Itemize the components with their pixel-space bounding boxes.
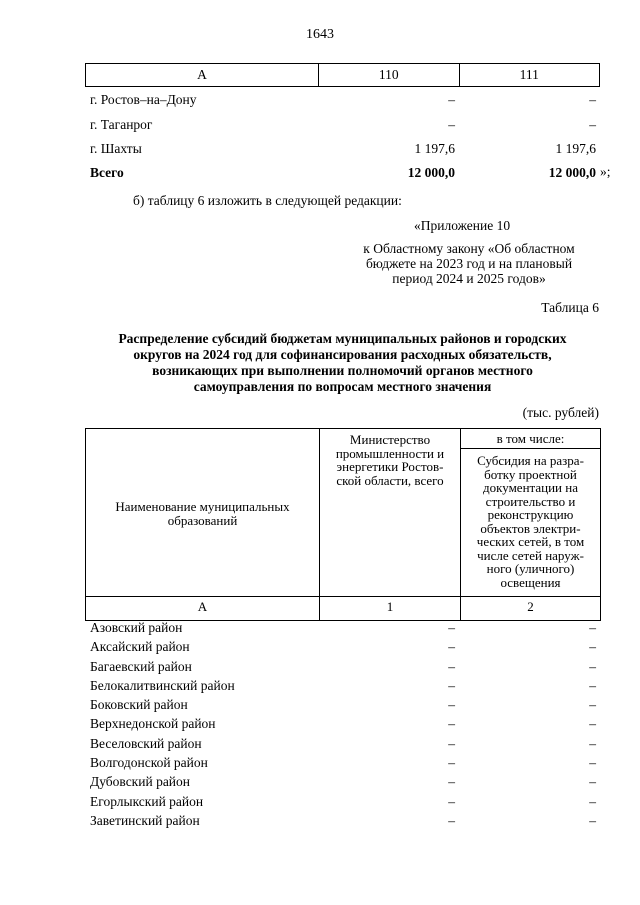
header-line: промышленности и	[335, 445, 445, 461]
row-value-110: –	[448, 117, 455, 132]
row-value-111: 1 197,6	[555, 141, 596, 156]
district-name: Азовский район	[90, 620, 183, 635]
main-table-header	[85, 428, 601, 621]
value-subsidy: –	[589, 658, 596, 674]
column-header-total	[320, 433, 460, 487]
table-row	[90, 813, 600, 832]
header-line: документации на	[483, 480, 578, 495]
index-cell-1: 1	[386, 599, 394, 614]
value-subsidy: –	[589, 774, 596, 790]
top-table-header	[85, 63, 600, 87]
top-header-col-110: 110	[319, 64, 459, 87]
value-total: –	[448, 639, 455, 655]
table-row	[90, 659, 600, 678]
district-name: Волгодонской район	[90, 755, 208, 771]
district-name: Веселовский район	[90, 735, 202, 751]
value-total: –	[448, 677, 455, 693]
row-value-110: –	[448, 92, 455, 107]
district-name: Боковский район	[90, 697, 188, 713]
value-subsidy: –	[589, 812, 596, 828]
page-number: 1643	[306, 27, 334, 42]
value-total: –	[448, 735, 455, 751]
table-heading	[85, 331, 600, 395]
row-value-111: –	[589, 117, 596, 132]
appendix-title: «Приложение 10	[414, 218, 511, 233]
value-subsidy: –	[589, 677, 596, 693]
value-total: –	[448, 620, 455, 635]
heading-line: Распределение субсидий бюджетам муниципальных районов и городских	[118, 331, 567, 346]
total-value-111: 12 000,0	[548, 165, 596, 180]
total-value-110: 12 000,0	[407, 165, 455, 180]
district-name: Заветинский район	[90, 812, 200, 828]
amendment-paragraph: б) таблицу 6 изложить в следующей редакции:	[133, 193, 402, 208]
appendix-reference	[338, 241, 600, 286]
value-subsidy: –	[589, 716, 596, 732]
heading-line: округов на 2024 год для софинансирования расходных обязательств,	[133, 347, 552, 362]
header-line: ской области, всего	[336, 472, 444, 488]
heading-line: возникающих при выполнении полномочий органов местного	[152, 363, 533, 378]
district-name: Белокалитвинский район	[90, 677, 235, 693]
column-header-including: в том числе:	[496, 431, 565, 446]
total-label: Всего	[90, 165, 124, 180]
header-line: объектов электри-	[480, 520, 581, 536]
total-row	[90, 165, 600, 185]
row-value-110: 1 197,6	[414, 141, 455, 156]
table-row	[90, 794, 600, 813]
index-row-divider	[86, 596, 600, 597]
index-cell-2: 2	[527, 599, 534, 614]
header-line: освещения	[500, 574, 561, 590]
subheader-divider	[460, 448, 600, 449]
header-line: Наименование муниципальных	[115, 499, 290, 514]
top-header-col-111: 111	[459, 64, 600, 87]
value-total: –	[448, 774, 455, 790]
table-row	[90, 639, 600, 658]
value-total: –	[448, 793, 455, 809]
top-header-col-a: А	[86, 64, 319, 87]
value-subsidy: –	[589, 735, 596, 751]
value-subsidy: –	[589, 755, 596, 771]
header-line: энергетики Ростов-	[336, 459, 444, 474]
district-name: Аксайский район	[90, 639, 190, 655]
header-line: строительство и	[485, 493, 576, 509]
index-cell-a: А	[197, 599, 208, 614]
value-total: –	[448, 716, 455, 732]
units-label: (тыс. рублей)	[522, 405, 599, 420]
table-row	[90, 755, 600, 774]
column-header-subsidy	[461, 454, 600, 589]
header-line: ческих сетей, в том	[476, 534, 585, 549]
table-row	[90, 92, 600, 112]
appendix-line: к Областному закону «Об областном	[363, 241, 575, 256]
value-subsidy: –	[589, 697, 596, 713]
table-row	[90, 716, 600, 735]
district-name: Егорлыкский район	[90, 793, 204, 809]
table-row	[90, 620, 600, 639]
district-name: Верхнедонской район	[90, 716, 216, 732]
value-subsidy: –	[589, 620, 596, 635]
value-total: –	[448, 697, 455, 713]
row-name: г. Ростов–на–Дону	[90, 92, 197, 107]
value-total: –	[448, 658, 455, 674]
heading-line: самоуправления по вопросам местного значения	[193, 379, 492, 394]
header-line: ного (уличного)	[486, 561, 575, 576]
header-line: Министерство	[349, 432, 431, 447]
table-row	[90, 141, 600, 161]
district-name: Дубовский район	[90, 774, 191, 790]
row-name: г. Шахты	[90, 141, 142, 156]
table-row	[90, 117, 600, 137]
value-subsidy: –	[589, 793, 596, 809]
table-row	[90, 697, 600, 716]
header-line: ботку проектной	[484, 466, 577, 482]
district-list	[90, 620, 600, 832]
row-name: г. Таганрог	[90, 117, 153, 132]
table-label: Таблица 6	[541, 300, 599, 315]
header-line: реконструкцию	[487, 507, 574, 522]
value-total: –	[448, 755, 455, 771]
table-row	[90, 678, 600, 697]
district-name: Багаевский район	[90, 658, 192, 674]
value-subsidy: –	[589, 639, 596, 655]
table-row	[90, 736, 600, 755]
appendix-line: бюджете на 2023 год и на плановый	[365, 256, 573, 271]
row-value-111: –	[589, 92, 596, 107]
table-row	[90, 774, 600, 793]
header-line: Субсидия на разра-	[477, 453, 584, 468]
value-total: –	[448, 812, 455, 828]
header-line: числе сетей наруж-	[477, 547, 584, 563]
header-line: образований	[167, 512, 238, 528]
quote-close: »;	[600, 164, 611, 179]
appendix-line: период 2024 и 2025 годов»	[392, 271, 546, 286]
column-header-name	[86, 500, 319, 527]
